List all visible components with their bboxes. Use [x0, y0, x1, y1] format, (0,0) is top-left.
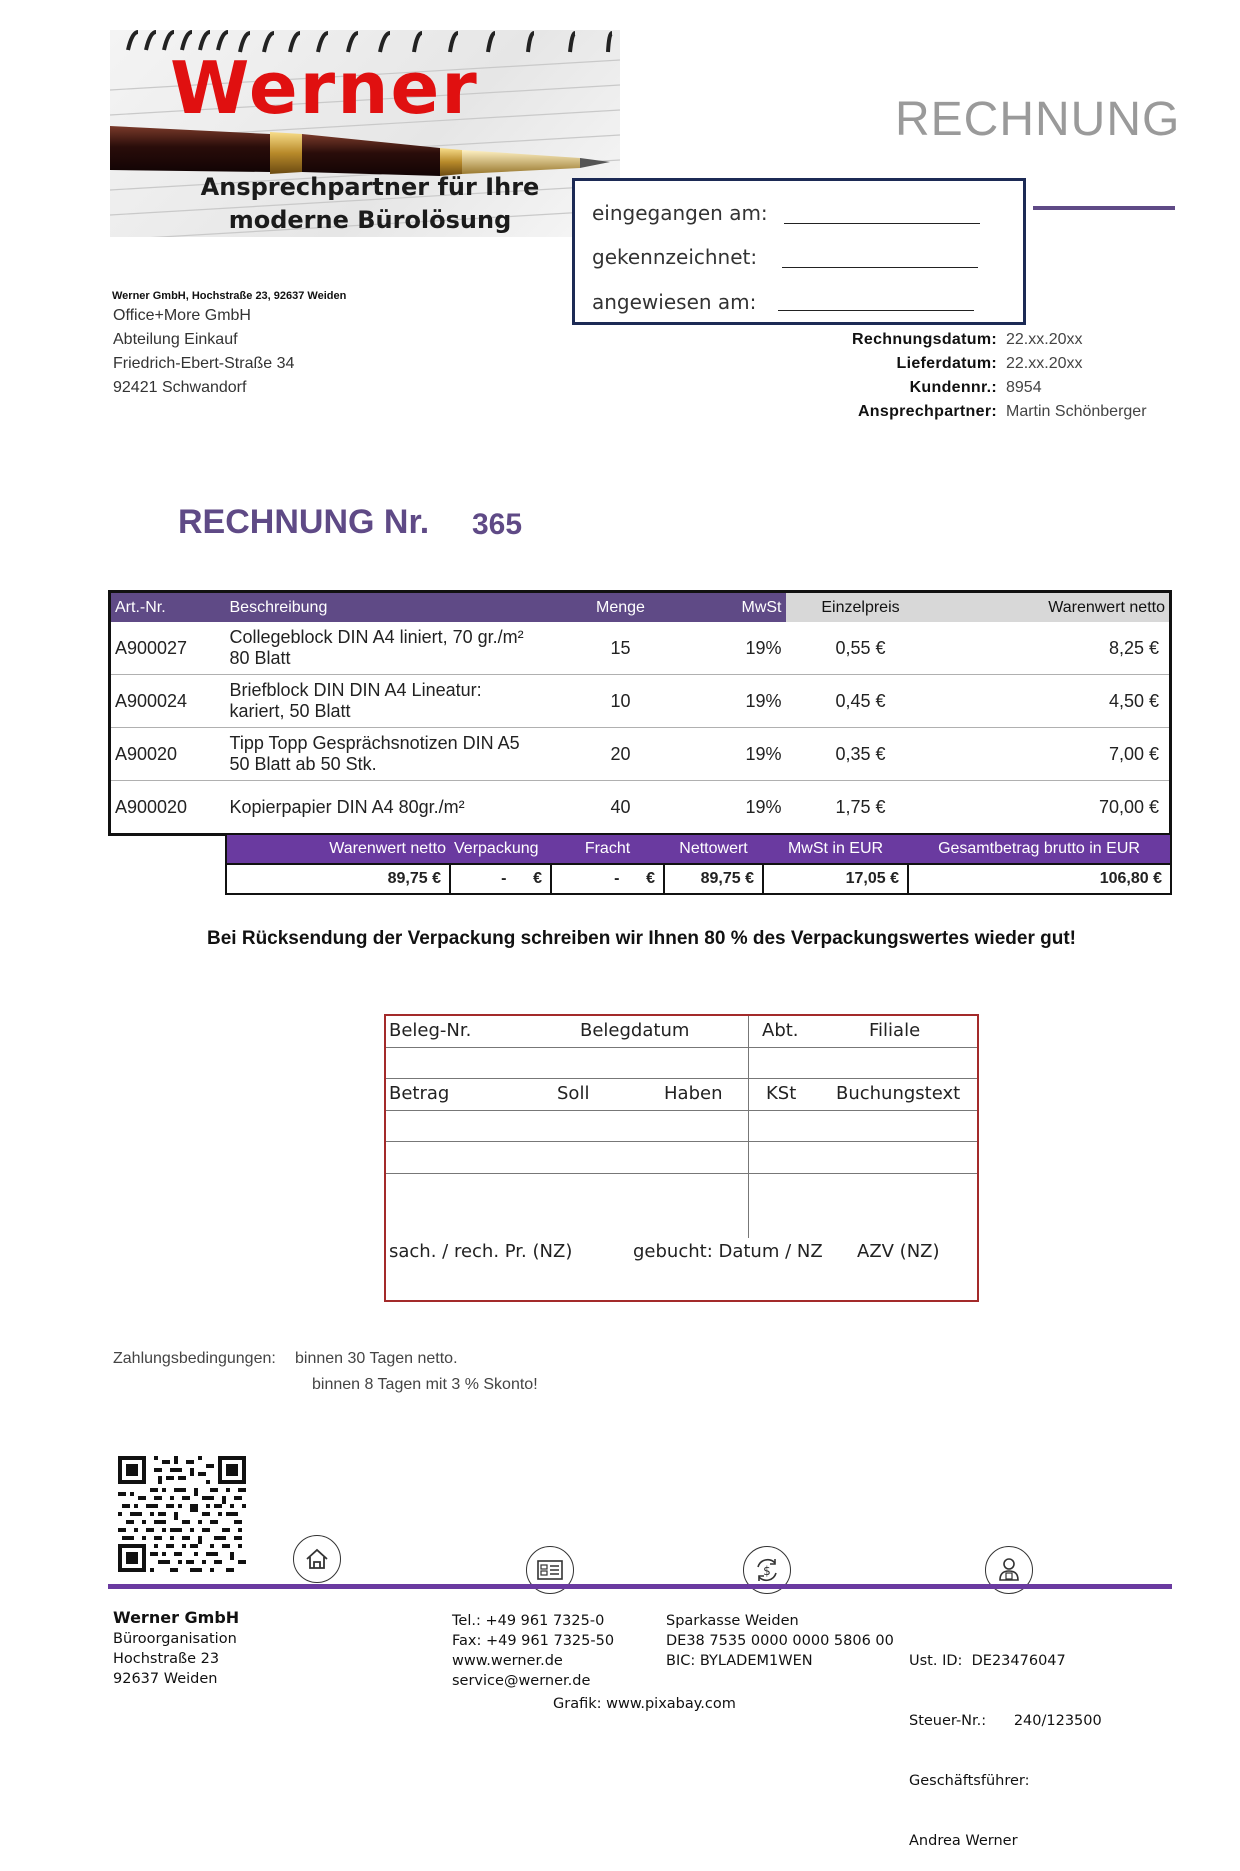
meta-label: Kundennr.: [909, 379, 997, 396]
items-header-row [110, 592, 1171, 623]
cell-net: 8,25 € [1108, 637, 1159, 658]
footer-tax-number: Steuer-Nr.: 240/123500 [909, 1713, 1102, 1729]
cell-net: 70,00 € [936, 781, 1171, 835]
belegdatum-label: Belegdatum [580, 1020, 690, 1041]
cell-vat: 19% [661, 728, 786, 781]
svg-text:$: $ [763, 1564, 771, 1578]
logo-title: Werner [170, 46, 479, 130]
booking-stamp [384, 1014, 979, 1302]
footer-contact [452, 1611, 614, 1691]
stamp-instructed-label: angewiesen am: [592, 290, 757, 314]
abt-label: Abt. [762, 1020, 799, 1041]
totals-header: Verpackung [450, 834, 551, 864]
title-underline [1033, 206, 1175, 210]
footer-bank [666, 1611, 894, 1671]
payment-terms-line-1: binnen 30 Tagen netto. [295, 1350, 458, 1367]
cell-unit-price: 0,55 € [835, 637, 886, 658]
logo-subtitle-2: moderne Bürolösung [228, 206, 512, 234]
meta-label: Rechnungsdatum: [852, 331, 997, 348]
totals-header: Gesamtbetrag brutto in EUR [908, 834, 1171, 864]
total-gross: 106,80 € [908, 864, 1171, 894]
beleg-nr-label: Beleg-Nr. [389, 1020, 472, 1041]
table-row [110, 622, 1171, 675]
filiale-label: Filiale [869, 1020, 921, 1041]
total-freight: - € [551, 864, 664, 894]
haben-label: Haben [664, 1083, 723, 1104]
footer-company-line: Hochstraße 23 [113, 1651, 220, 1667]
totals-table [225, 833, 1172, 895]
totals-header: MwSt in EUR [763, 834, 908, 864]
stamp-marked-line [782, 267, 978, 268]
meta-value: 22.xx.20xx [1006, 331, 1083, 348]
booking-line [386, 1110, 977, 1111]
col-header-quantity: Menge [581, 592, 661, 623]
cell-unit-price: 0,35 € [786, 728, 936, 781]
booking-divider [748, 1016, 749, 1238]
cell-art: A900020 [110, 781, 226, 835]
gebucht-label: gebucht: Datum / NZ [633, 1241, 823, 1262]
recipient-street: Friedrich-Ebert-Straße 34 [113, 355, 295, 372]
total-packaging: - € [450, 864, 551, 894]
col-header-art: Art.-Nr. [110, 592, 226, 623]
cell-net: 7,00 € [936, 728, 1171, 781]
desc-line-1: Briefblock DIN DIN A4 Lineatur: [229, 680, 482, 700]
cell-art: A900024 [110, 675, 226, 728]
footer-ceo-name: Andrea Werner [909, 1833, 1018, 1849]
desc-line-1: Collegeblock DIN A4 liniert, 70 gr./m² [229, 627, 524, 647]
recipient-company: Office+More GmbH [113, 307, 251, 324]
totals-value-row [226, 864, 1171, 894]
col-header-net-value: Warenwert netto [936, 592, 1171, 623]
footer-vat-id: Ust. ID: DE23476047 [909, 1653, 1066, 1669]
cell-description [226, 728, 581, 781]
footer-iban: DE38 7535 0000 0000 5806 00 [666, 1633, 894, 1649]
cell-net: 4,50 € [936, 675, 1171, 728]
recipient-department: Abteilung Einkauf [113, 331, 238, 348]
cell-description [226, 781, 581, 835]
azv-label: AZV (NZ) [857, 1241, 940, 1262]
cell-quantity: 10 [581, 675, 661, 728]
col-header-vat: MwSt [661, 592, 786, 623]
col-header-unit-price: Einzelpreis [786, 592, 936, 623]
booking-line [386, 1173, 977, 1174]
sender-line: Werner GmbH, Hochstraße 23, 92637 Weiden [112, 290, 347, 302]
footer-company-line: Büroorganisation [113, 1631, 237, 1647]
stamp-marked-label: gekennzeichnet: [592, 245, 758, 269]
totals-header: Nettowert [664, 834, 763, 864]
cell-unit-price: 0,45 € [786, 675, 936, 728]
stamp-received-line [784, 223, 980, 224]
recipient-city: 92421 Schwandorf [113, 379, 247, 396]
cell-vat: 19% [661, 781, 786, 835]
packaging-notice: Bei Rücksendung der Verpackung schreiben wir Ihnen 80 % des Verpackungswertes wieder gut! [207, 928, 1076, 949]
cell-vat: 19% [661, 675, 786, 728]
desc-line-1: Tipp Topp Gesprächsnotizen DIN A5 [229, 733, 520, 753]
receipt-stamp [572, 178, 1026, 325]
desc-line-2: kariert, 50 Blatt [229, 701, 351, 721]
footer-website-link[interactable]: www.werner.de [452, 1653, 563, 1669]
footer-company-name: Werner GmbH [113, 1608, 240, 1627]
cell-description [226, 675, 581, 728]
betrag-label: Betrag [389, 1083, 450, 1104]
home-icon [293, 1535, 341, 1583]
footer-phone: Tel.: +49 961 7325-0 [452, 1613, 605, 1629]
stamp-received-label: eingegangen am: [592, 201, 768, 225]
footer-bank-name: Sparkasse Weiden [666, 1613, 799, 1629]
stamp-instructed-line [778, 310, 974, 311]
footer-bic: BIC: BYLADEM1WEN [666, 1653, 813, 1669]
table-row [110, 675, 1171, 728]
col-header-description: Beschreibung [226, 592, 581, 623]
cell-unit-price: 1,75 € [786, 781, 936, 835]
booking-line [386, 1047, 977, 1048]
desc-line-2: 50 Blatt ab 50 Stk. [229, 754, 377, 774]
cell-vat: 19% [745, 637, 782, 658]
company-logo [110, 30, 620, 237]
sach-rech-label: sach. / rech. Pr. (NZ) [389, 1241, 573, 1262]
payment-terms-label: Zahlungsbedingungen: [113, 1350, 276, 1367]
kst-label: KSt [766, 1083, 797, 1104]
graphic-credit: Grafik: www.pixabay.com [553, 1696, 736, 1712]
totals-header: Fracht [551, 834, 664, 864]
meta-value: 8954 [1006, 379, 1042, 396]
payment-terms-line-2: binnen 8 Tagen mit 3 % Skonto! [312, 1376, 538, 1393]
cell-quantity: 40 [581, 781, 661, 835]
footer-fax: Fax: +49 961 7325-50 [452, 1633, 615, 1649]
logo-subtitle-1: Ansprechpartner für Ihre [200, 173, 540, 201]
cell-quantity: 15 [610, 637, 631, 658]
booking-line [386, 1078, 977, 1079]
meta-label: Ansprechpartner: [857, 403, 997, 420]
cell-description [226, 622, 581, 675]
meta-value: 22.xx.20xx [1006, 355, 1083, 372]
footer-tax [909, 1611, 1102, 1871]
qr-code-icon [118, 1456, 246, 1572]
footer-email-link[interactable]: service@werner.de [452, 1673, 591, 1689]
footer-company [113, 1608, 239, 1689]
booking-line [386, 1141, 977, 1142]
totals-header: Warenwert netto [226, 834, 450, 864]
document-title: RECHNUNG [895, 93, 1181, 146]
invoice-number: 365 [472, 508, 523, 541]
meta-value: Martin Schönberger [1006, 403, 1147, 420]
total-vat: 17,05 € [763, 864, 908, 894]
cell-art: A900027 [115, 637, 188, 658]
cell-art: A90020 [110, 728, 226, 781]
desc-line-2: 80 Blatt [229, 648, 291, 668]
total-net-value: 89,75 € [664, 864, 763, 894]
invoice-heading: RECHNUNG Nr. [178, 503, 430, 541]
items-table [108, 590, 1172, 836]
buchungstext-label: Buchungstext [836, 1083, 961, 1104]
table-row [110, 781, 1171, 835]
cell-quantity: 20 [581, 728, 661, 781]
table-row [110, 728, 1171, 781]
meta-label: Lieferdatum: [896, 355, 997, 372]
footer-ceo-label: Geschäftsführer: [909, 1773, 1030, 1789]
footer-company-line: 92637 Weiden [113, 1671, 218, 1687]
desc-line-1: Kopierpapier DIN A4 80gr./m² [229, 796, 465, 817]
footer-rule [108, 1584, 1172, 1589]
soll-label: Soll [557, 1083, 590, 1104]
totals-header-row [226, 834, 1171, 864]
total-net-goods: 89,75 € [226, 864, 450, 894]
